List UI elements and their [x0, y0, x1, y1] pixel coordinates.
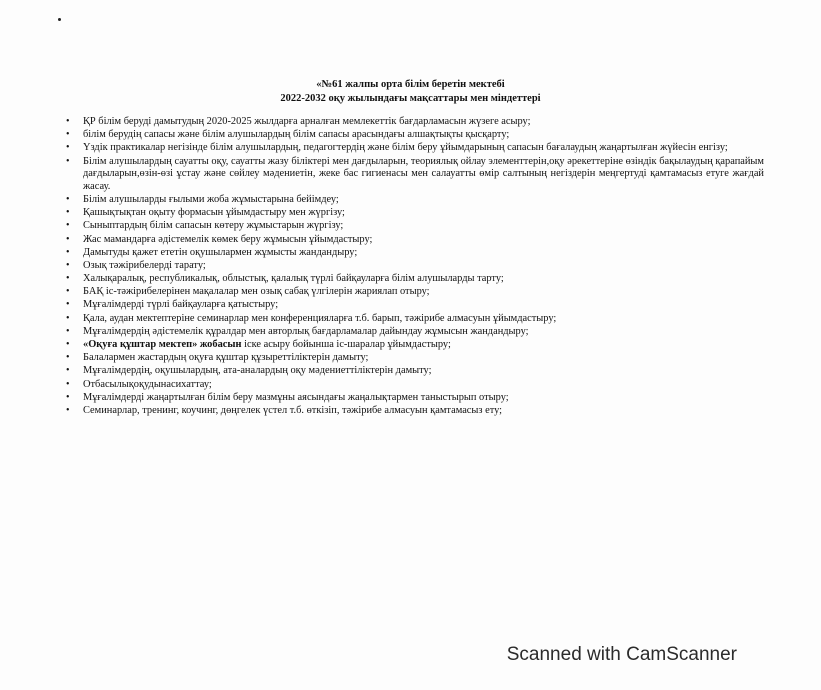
- list-item: [64, 286, 764, 299]
- bullet-icon: •: [66, 365, 70, 377]
- list-item-text: Қала, аудан мектептеріне семинарлар мен конференцияларға т.б. барып, тәжірибе алмасуын ұйымдастыру;: [83, 312, 557, 324]
- list-item-text: Балалармен жастардың оқуға құштар құзыреттіліктерін дамыту;: [83, 352, 369, 364]
- list-item-text: Қашықтықтан оқыту формасын ұйымдастыру мен жүргізу;: [83, 207, 345, 219]
- bullet-icon: •: [66, 391, 70, 403]
- list-item: [64, 365, 764, 378]
- list-item: [64, 273, 764, 286]
- bullet-icon: •: [66, 259, 70, 271]
- bullet-icon: •: [66, 286, 70, 298]
- bullet-icon: •: [66, 220, 70, 232]
- goals-list: [64, 116, 764, 418]
- list-item-text: Сыныптардың білім сапасын көтеру жұмыстарын жүргізу;: [83, 220, 344, 232]
- list-item: [64, 352, 764, 365]
- list-item-text: Мұғалімдерді түрлі байқауларға қатыстыру;: [83, 299, 279, 311]
- bullet-icon: •: [66, 207, 70, 219]
- bullet-icon: •: [66, 193, 70, 205]
- list-item: [64, 299, 764, 312]
- bullet-icon: •: [66, 142, 70, 154]
- list-item: [64, 220, 764, 233]
- list-item: [64, 207, 764, 220]
- list-item-text: іске асыру бойынша іс-шаралар ұйымдастыру;: [241, 339, 451, 350]
- bullet-icon: •: [66, 246, 70, 258]
- list-item-text: Үздік практикалар негізінде білім алушылардың, педагогтердің және білім беру ұйымдарының сапасын бағалаудың жаңартылған жүйесін енгізу;: [83, 142, 728, 154]
- list-item: [64, 194, 764, 207]
- list-item: [64, 247, 764, 260]
- list-item: [64, 260, 764, 273]
- list-item: [64, 234, 764, 247]
- list-item-text: Семинарлар, тренинг, коучинг, дөңгелек үстел т.б. өткізіп, тәжірибе алмасуын қамтамасыз ету;: [83, 404, 503, 416]
- list-item-text: Халықаралық, республикалық, облыстық, қалалық түрлі байқауларға білім алушыларды тарту;: [83, 273, 504, 285]
- list-item: [64, 156, 764, 194]
- bullet-icon: •: [66, 273, 70, 285]
- list-item-text: Мұғалімдердің әдістемелік құралдар мен авторлық бағдарламалар дайындау жұмысын жандандыру;: [83, 325, 529, 337]
- list-item-text: Озық тәжірибелерді тарату;: [83, 259, 206, 271]
- list-item-text: Білім алушылардың сауатты оқу, сауатты жазу біліктері мен дағдыларын, теориялық ойлау элементтерін,оқу әрекеттеріне өзіндік бақылаудың қарапайым дағдыларын,өзін-өзі ұстау және сөйлеу мәдениетін, жеке бас гигиенасы мен салауатты өмір салтының негіздерін меңгертуді қамтамасыз етуге жағдай жасау.: [83, 155, 764, 192]
- scan-speck: [58, 18, 61, 21]
- list-item-text: білім берудің сапасы және білім алушылардың білім сапасы арасындағы алшақтықты қысқарту;: [83, 129, 510, 141]
- list-item-text: Отбасылықоқудынасихаттау;: [83, 378, 212, 390]
- list-item-text: Білім алушыларды ғылыми жоба жұмыстарына бейімдеу;: [83, 193, 339, 205]
- title-line-1: «№61 жалпы орта білім беретін мектебі: [316, 79, 505, 90]
- bullet-icon: •: [66, 233, 70, 245]
- list-item: [64, 142, 764, 155]
- bullet-icon: •: [66, 299, 70, 311]
- list-item-text: Мұғалімдерді жаңартылған білім беру мазмұны аясындағы жаңалықтармен таныстырып отыру;: [83, 391, 509, 403]
- title-line-2: 2022-2032 оқу жылындағы мақсаттары мен міндеттері: [280, 93, 541, 104]
- bullet-icon: •: [66, 325, 70, 337]
- list-item-text: Дамытуды қажет ететін оқушылармен жұмысты жандандыру;: [83, 246, 358, 258]
- bullet-icon: •: [66, 339, 70, 350]
- list-item-text: Мұғалімдердің, оқушылардың, ата-аналардың оқу мәдениеттіліктерін дамыту;: [83, 365, 432, 377]
- camscanner-watermark: Scanned with CamScanner: [506, 644, 737, 665]
- list-item-bold-text: «Оқуға құштар мектеп» жобасын: [83, 339, 242, 350]
- bullet-icon: •: [66, 312, 70, 324]
- list-item-text: ҚР білім беруді дамытудың 2020-2025 жылдарға арналған мемлекеттік бағдарламасын жүзеге асыру;: [83, 116, 531, 127]
- list-item: [64, 326, 764, 339]
- bullet-icon: •: [66, 352, 70, 364]
- list-item: [64, 392, 764, 405]
- list-item: [64, 379, 764, 392]
- bullet-icon: •: [66, 129, 70, 141]
- list-item: [64, 116, 764, 129]
- bullet-icon: •: [66, 155, 70, 167]
- list-item-text: БАҚ іс-тәжірибелерінен мақалалар мен озық сабақ үлгілерін жариялап отыру;: [83, 286, 430, 298]
- bullet-icon: •: [66, 116, 70, 127]
- bullet-icon: •: [66, 378, 70, 390]
- list-item: [64, 405, 764, 418]
- list-item-text: Жас мамандарға әдістемелік көмек беру жұмысын ұйымдастыру;: [83, 233, 373, 245]
- list-item: [64, 339, 764, 352]
- list-item: [64, 129, 764, 142]
- list-item: [64, 313, 764, 326]
- bullet-icon: •: [66, 404, 70, 416]
